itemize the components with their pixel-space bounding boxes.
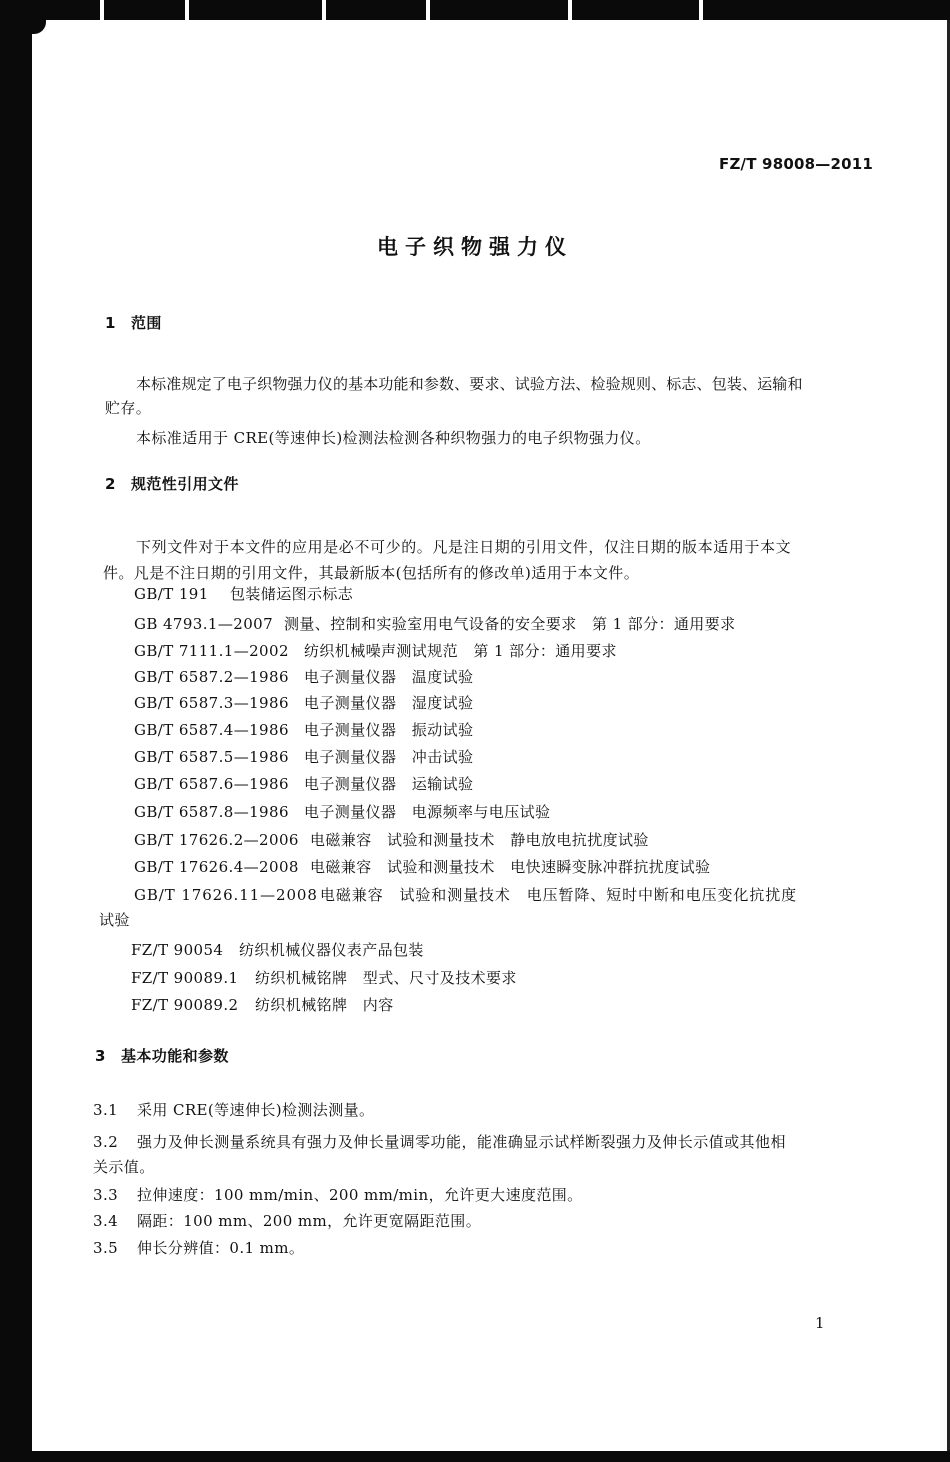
clause-number: 3.3 bbox=[93, 1186, 119, 1204]
reference-code: GB/T 7111.1—2002 bbox=[134, 642, 289, 660]
reference-item bbox=[134, 747, 473, 767]
clause-item bbox=[93, 1211, 481, 1231]
section-2-heading bbox=[105, 474, 239, 494]
reference-item bbox=[134, 667, 473, 687]
reference-code: GB/T 6587.2—1986 bbox=[134, 668, 289, 686]
clause-text: 拉伸速度：100 mm/min、200 mm/min，允许更大速度范围。 bbox=[137, 1186, 583, 1204]
clause-number: 3.4 bbox=[93, 1212, 119, 1230]
paragraph-line: 件。凡是不注日期的引用文件，其最新版本(包括所有的修改单)适用于本文件。 bbox=[103, 564, 640, 582]
reference-title: 纺织机械铭牌 型式、尺寸及技术要求 bbox=[255, 969, 517, 987]
section-number: 2 bbox=[105, 475, 116, 493]
clause-number: 3.1 bbox=[93, 1101, 119, 1119]
page-number: 1 bbox=[815, 1314, 825, 1332]
scan-strip bbox=[322, 0, 326, 26]
clause-text: 采用 CRE(等速伸长)检测法测量。 bbox=[137, 1101, 375, 1119]
reference-code: FZ/T 90054 bbox=[131, 941, 224, 959]
clause-number: 3.2 bbox=[93, 1133, 119, 1151]
reference-item bbox=[134, 614, 735, 634]
scan-border-left bbox=[0, 0, 32, 1462]
paragraph-line: 本标准规定了电子织物强力仪的基本功能和参数、要求、试验方法、检验规则、标志、包装、运输和 bbox=[136, 375, 803, 393]
reference-code: GB/T 6587.3—1986 bbox=[134, 694, 289, 712]
reference-item bbox=[131, 968, 517, 988]
clause-item bbox=[93, 1132, 786, 1152]
paragraph: 本标准适用于 CRE(等速伸长)检测法检测各种织物强力的电子织物强力仪。 bbox=[136, 429, 651, 447]
reference-title: 电子测量仪器 振动试验 bbox=[304, 721, 474, 739]
document-title: 电子织物强力仪 bbox=[377, 235, 573, 259]
reference-title: 电子测量仪器 冲击试验 bbox=[304, 748, 474, 766]
reference-code: GB 4793.1—2007 bbox=[134, 615, 274, 633]
scan-strip bbox=[100, 0, 104, 26]
reference-item bbox=[134, 857, 710, 877]
clause-item bbox=[93, 1100, 374, 1120]
reference-code: GB/T 6587.8—1986 bbox=[134, 803, 289, 821]
scan-corner bbox=[32, 20, 46, 34]
section-title: 范围 bbox=[131, 314, 162, 332]
clause-text: 隔距：100 mm、200 mm，允许更宽隔距范围。 bbox=[137, 1212, 482, 1230]
section-1-heading bbox=[105, 313, 162, 333]
clause-item bbox=[93, 1238, 304, 1258]
reference-item bbox=[131, 995, 394, 1015]
reference-title: 电磁兼容 试验和测量技术 电压暂降、短时中断和电压变化抗扰度 bbox=[320, 886, 798, 904]
scan-strip bbox=[426, 0, 430, 26]
section-title: 基本功能和参数 bbox=[121, 1047, 229, 1065]
reference-title: 电子测量仪器 电源频率与电压试验 bbox=[304, 803, 551, 821]
reference-code: GB/T 191 bbox=[134, 585, 209, 603]
clause-text: 伸长分辨值：0.1 mm。 bbox=[137, 1239, 305, 1257]
clause-item bbox=[93, 1185, 583, 1205]
section-number: 3 bbox=[95, 1047, 106, 1065]
reference-code: GB/T 17626.11—2008 bbox=[134, 886, 318, 904]
reference-item bbox=[134, 830, 649, 850]
clause-continuation: 关示值。 bbox=[93, 1158, 155, 1176]
reference-title: 纺织机械铭牌 内容 bbox=[255, 996, 394, 1014]
reference-code: GB/T 17626.4—2008 bbox=[134, 858, 299, 876]
reference-code: GB/T 6587.6—1986 bbox=[134, 775, 289, 793]
section-number: 1 bbox=[105, 314, 116, 332]
clause-text: 强力及伸长测量系统具有强力及伸长量调零功能，能准确显示试样断裂强力及伸长示值或其他相 bbox=[137, 1133, 786, 1151]
paragraph-line: 下列文件对于本文件的应用是必不可少的。凡是注日期的引用文件，仅注日期的版本适用于本文 bbox=[136, 538, 792, 556]
reference-item bbox=[134, 641, 617, 661]
reference-title: 纺织机械仪器仪表产品包装 bbox=[239, 941, 424, 959]
scan-strip bbox=[568, 0, 572, 26]
reference-title: 电子测量仪器 运输试验 bbox=[304, 775, 474, 793]
reference-item bbox=[134, 584, 353, 604]
reference-title: 电子测量仪器 温度试验 bbox=[304, 668, 474, 686]
reference-item bbox=[134, 774, 473, 794]
reference-title: 纺织机械噪声测试规范 第 1 部分：通用要求 bbox=[304, 642, 617, 660]
section-title: 规范性引用文件 bbox=[131, 475, 239, 493]
reference-continuation: 试验 bbox=[99, 911, 130, 929]
scan-strip bbox=[699, 0, 703, 26]
reference-title: 包装储运图示标志 bbox=[230, 585, 354, 603]
scan-border-bottom bbox=[0, 1451, 950, 1462]
scan-strip bbox=[185, 0, 189, 26]
reference-title: 电磁兼容 试验和测量技术 静电放电抗扰度试验 bbox=[310, 831, 649, 849]
reference-code: FZ/T 90089.2 bbox=[131, 996, 239, 1014]
standard-code: FZ/T 98008—2011 bbox=[719, 155, 873, 173]
reference-item bbox=[134, 802, 550, 822]
paragraph-line: 贮存。 bbox=[105, 399, 152, 417]
reference-title: 测量、控制和实验室用电气设备的安全要求 第 1 部分：通用要求 bbox=[284, 615, 736, 633]
reference-item bbox=[134, 885, 797, 905]
reference-title: 电子测量仪器 湿度试验 bbox=[304, 694, 474, 712]
reference-code: GB/T 6587.5—1986 bbox=[134, 748, 289, 766]
reference-item bbox=[134, 693, 473, 713]
reference-item bbox=[134, 720, 473, 740]
reference-title: 电磁兼容 试验和测量技术 电快速瞬变脉冲群抗扰度试验 bbox=[310, 858, 711, 876]
reference-code: GB/T 17626.2—2006 bbox=[134, 831, 299, 849]
reference-code: GB/T 6587.4—1986 bbox=[134, 721, 289, 739]
reference-code: FZ/T 90089.1 bbox=[131, 969, 239, 987]
scan-border-top bbox=[0, 0, 950, 20]
clause-number: 3.5 bbox=[93, 1239, 119, 1257]
section-3-heading bbox=[95, 1046, 229, 1066]
reference-item bbox=[131, 940, 424, 960]
